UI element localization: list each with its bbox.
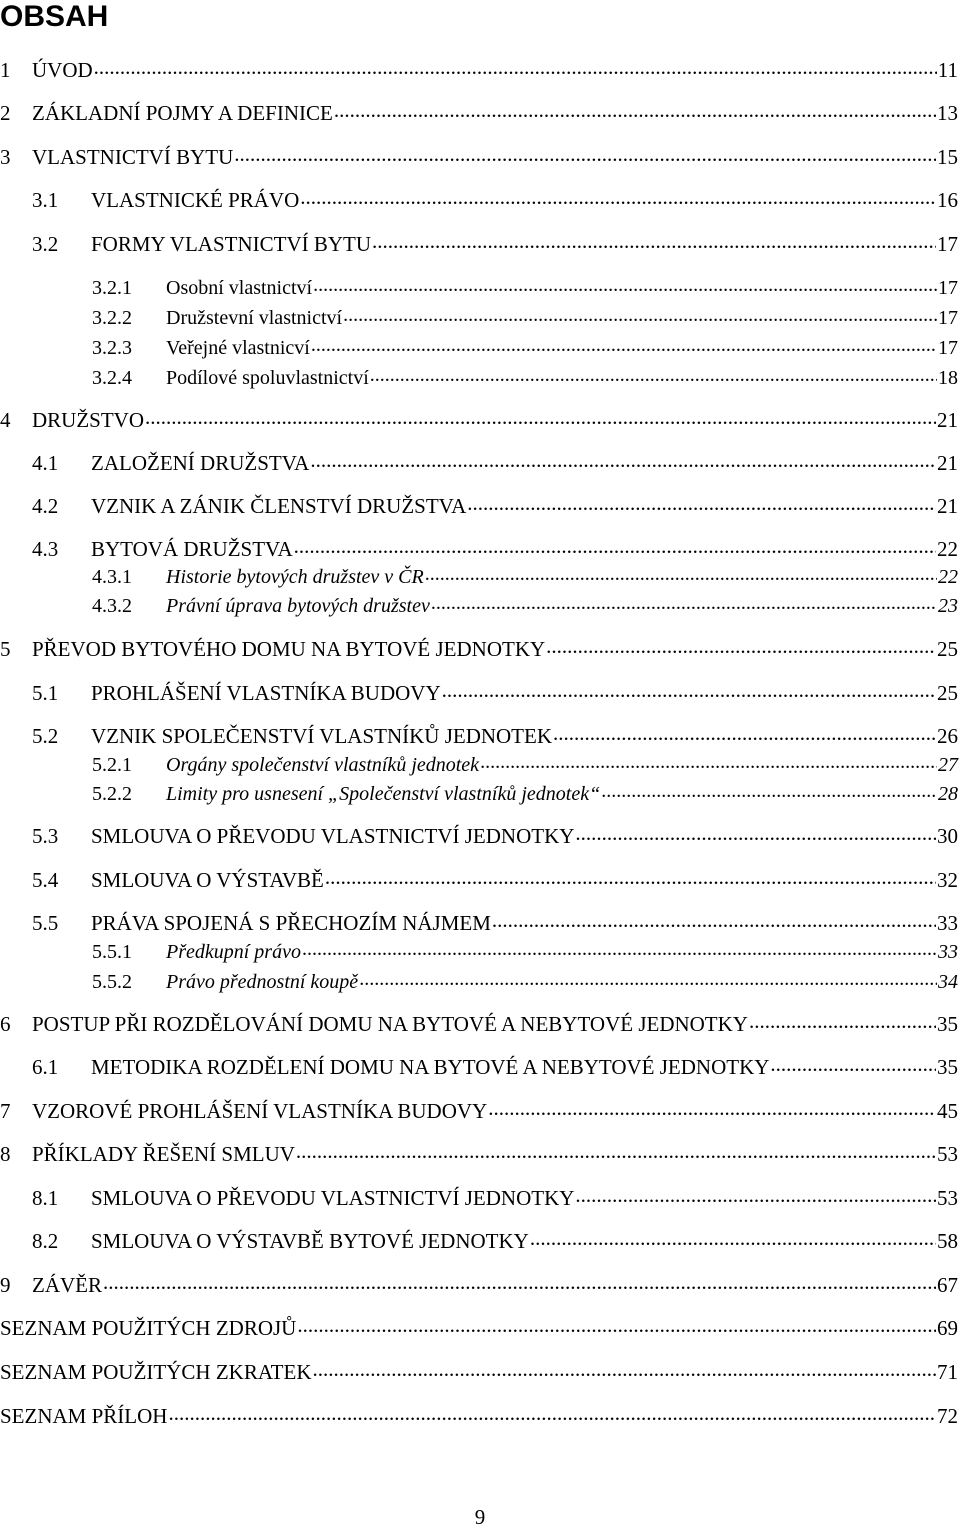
toc-entry-label: Veřejné vlastnicví <box>166 337 310 359</box>
toc-entry-label: Limity pro usnesení „Společenství vlastníků jednotek“ <box>166 783 601 805</box>
dot-leader <box>546 635 936 656</box>
toc-entry[interactable] <box>0 334 958 358</box>
toc-entry-page: 17 <box>938 337 958 359</box>
toc-entry-page: 71 <box>937 1360 958 1384</box>
toc-entry-page: 17 <box>938 277 958 299</box>
toc-entry[interactable] <box>0 1053 958 1079</box>
toc-entry-number: 5 <box>0 637 11 661</box>
toc-entry-page: 53 <box>937 1142 958 1166</box>
toc-entry-number: 3.2.2 <box>92 307 132 329</box>
dot-leader <box>313 1358 937 1379</box>
dot-leader <box>370 364 937 384</box>
toc-entry-page: 11 <box>937 58 958 82</box>
toc-entry-number: 6 <box>0 1012 11 1036</box>
toc-entry-label: SEZNAM PŘÍLOH <box>0 1404 168 1428</box>
toc-entry-number: 5.1 <box>32 681 59 705</box>
toc-entry-label: SEZNAM POUŽITÝCH ZDROJŮ <box>0 1316 297 1340</box>
dot-leader <box>480 751 937 771</box>
dot-leader <box>770 1053 936 1074</box>
toc-entry-number: 5.5.2 <box>92 971 132 993</box>
dot-leader <box>302 938 937 958</box>
toc-entry[interactable] <box>0 822 958 848</box>
dot-leader <box>296 1140 936 1161</box>
dot-leader <box>749 1010 936 1031</box>
toc-entry-page: 21 <box>937 451 958 475</box>
toc-entry-page: 35 <box>937 1012 958 1036</box>
toc-entry[interactable] <box>0 99 958 125</box>
toc-entry-number: 4.1 <box>32 451 59 475</box>
toc-entry[interactable] <box>0 535 958 561</box>
dot-leader <box>297 1314 936 1335</box>
dot-leader <box>325 866 936 887</box>
toc-entry[interactable] <box>0 230 958 256</box>
toc-entry[interactable] <box>0 1358 958 1384</box>
toc-entry[interactable] <box>0 186 958 212</box>
toc-entry-page: 25 <box>937 681 958 705</box>
toc-entry-number: 4 <box>0 408 11 432</box>
toc-entry-label: POSTUP PŘI ROZDĚLOVÁNÍ DOMU NA BYTOVÉ A NEBYTOVÉ JEDNOTKY <box>32 1012 748 1036</box>
toc-entry-number: 3 <box>0 145 11 169</box>
toc-entry-number: 5.4 <box>32 868 59 892</box>
toc-entry-page: 32 <box>937 868 958 892</box>
toc-entry-page: 35 <box>937 1055 958 1079</box>
toc-entry-number: 3.2 <box>32 232 59 256</box>
toc-entry[interactable] <box>0 909 958 935</box>
toc-entry-label: Právo přednostní koupě <box>166 971 359 993</box>
toc-entry-number: 1 <box>0 58 11 82</box>
toc-entry-number: 7 <box>0 1099 11 1123</box>
toc-entry-page: 27 <box>938 754 958 776</box>
dot-leader <box>601 780 937 800</box>
toc-entry[interactable] <box>0 1140 958 1166</box>
toc-entry-number: 5.5.1 <box>92 941 132 963</box>
dot-leader <box>467 492 936 513</box>
toc-entry[interactable] <box>0 722 958 748</box>
toc-entry-label: ÚVOD <box>32 58 93 82</box>
dot-leader <box>425 563 937 583</box>
toc-entry-label: SMLOUVA O PŘEVODU VLASTNICTVÍ JEDNOTKY <box>91 1186 575 1210</box>
dot-leader <box>334 99 936 120</box>
toc-entry-label: VLASTNICTVÍ BYTU <box>32 145 234 169</box>
toc-entry-page: 15 <box>937 145 958 169</box>
toc-entry-page: 17 <box>938 307 958 329</box>
dot-leader <box>145 406 936 427</box>
dot-leader <box>294 535 936 556</box>
toc-entry[interactable] <box>0 1271 958 1297</box>
toc-entry-page: 26 <box>937 724 958 748</box>
toc-entry-label: Předkupní právo <box>166 941 301 963</box>
toc-entry-number: 4.2 <box>32 494 59 518</box>
toc-entry-page: 53 <box>937 1186 958 1210</box>
toc-entry[interactable] <box>0 304 958 328</box>
toc-entry[interactable] <box>0 1010 958 1036</box>
toc-entry-number: 8.2 <box>32 1229 59 1253</box>
toc-entry[interactable] <box>0 866 958 892</box>
toc-entry[interactable] <box>0 1227 958 1253</box>
dot-leader <box>359 968 937 988</box>
dot-leader <box>575 822 936 843</box>
toc-entry[interactable] <box>0 563 958 587</box>
toc-entry-page: 25 <box>937 637 958 661</box>
toc-entry-page: 45 <box>937 1099 958 1123</box>
toc-entry-label: METODIKA ROZDĚLENÍ DOMU NA BYTOVÉ A NEBYTOVÉ JEDNOTKY <box>91 1055 770 1079</box>
toc-entry-page: 33 <box>938 941 958 963</box>
toc-entry-page: 72 <box>937 1404 958 1428</box>
toc-entry-label: ZALOŽENÍ DRUŽSTVA <box>91 451 310 475</box>
toc-entry[interactable] <box>0 938 958 962</box>
toc-entry-label: ZÁVĚR <box>32 1273 102 1297</box>
dot-leader <box>311 334 937 354</box>
toc-entry-page: 34 <box>938 971 958 993</box>
toc-entry-page: 33 <box>937 911 958 935</box>
toc-entry[interactable] <box>0 1402 958 1428</box>
toc-entry[interactable] <box>0 968 958 992</box>
toc-entry[interactable] <box>0 56 958 82</box>
toc-entry-label: PRÁVA SPOJENÁ S PŘECHOZÍM NÁJMEM <box>91 911 491 935</box>
toc-entry-label: Podílové spoluvlastnictví <box>166 367 369 389</box>
toc-entry-label: BYTOVÁ DRUŽSTVA <box>91 537 293 561</box>
toc-entry-page: 21 <box>937 494 958 518</box>
dot-leader <box>313 274 937 294</box>
toc-entry[interactable] <box>0 449 958 475</box>
toc-entry-label: SEZNAM POUŽITÝCH ZKRATEK <box>0 1360 312 1384</box>
toc-entry-page: 13 <box>937 101 958 125</box>
dot-leader <box>310 449 936 470</box>
page-number: 9 <box>474 1505 486 1529</box>
toc-entry[interactable] <box>0 364 958 388</box>
toc-entry-page: 58 <box>937 1229 958 1253</box>
dot-leader <box>94 56 937 77</box>
toc-entry-page: 16 <box>937 188 958 212</box>
toc-entry-label: ZÁKLADNÍ POJMY A DEFINICE <box>32 101 333 125</box>
dot-leader <box>492 909 936 930</box>
toc-entry[interactable] <box>0 780 958 804</box>
dot-leader <box>343 304 937 324</box>
toc-entry[interactable] <box>0 492 958 518</box>
toc-entry-label: VZNIK A ZÁNIK ČLENSTVÍ DRUŽSTVA <box>91 494 467 518</box>
toc-entry-label: Právní úprava bytových družstev <box>166 595 430 617</box>
dot-leader <box>442 679 936 700</box>
toc-entry-label: Osobní vlastnictví <box>166 277 313 299</box>
toc-entry-page: 22 <box>938 566 958 588</box>
toc-entry[interactable] <box>0 1097 958 1123</box>
toc-entry-number: 5.2.2 <box>92 783 132 805</box>
toc-entry[interactable] <box>0 274 958 298</box>
dot-leader <box>168 1402 936 1423</box>
toc-entry[interactable] <box>0 635 958 661</box>
toc-entry-page: 30 <box>937 824 958 848</box>
dot-leader <box>300 186 936 207</box>
toc-entry-label: DRUŽSTVO <box>32 408 145 432</box>
toc-entry-number: 9 <box>0 1273 11 1297</box>
dot-leader <box>488 1097 936 1118</box>
toc-entry-label: Historie bytových družstev v ČR <box>166 566 424 588</box>
toc-entry-label: Orgány společenství vlastníků jednotek <box>166 754 480 776</box>
toc-entry-number: 5.2 <box>32 724 59 748</box>
toc-entry-number: 8.1 <box>32 1186 59 1210</box>
toc-entry-number: 6.1 <box>32 1055 59 1079</box>
dot-leader <box>575 1184 936 1205</box>
toc-entry-label: PŘEVOD BYTOVÉHO DOMU NA BYTOVÉ JEDNOTKY <box>32 637 546 661</box>
toc-entry-number: 4.3 <box>32 537 59 561</box>
toc-entry-number: 3.2.3 <box>92 337 132 359</box>
toc-entry-page: 22 <box>937 537 958 561</box>
toc-entry-number: 3.2.4 <box>92 367 132 389</box>
toc-entry[interactable] <box>0 679 958 705</box>
toc-entry-page: 18 <box>938 367 958 389</box>
toc-entry-label: VLASTNICKÉ PRÁVO <box>91 188 300 212</box>
dot-leader <box>234 143 936 164</box>
toc-entry-number: 5.2.1 <box>92 754 132 776</box>
toc-entry[interactable] <box>0 1314 958 1340</box>
toc-entry-number: 5.3 <box>32 824 59 848</box>
toc-entry-page: 67 <box>937 1273 958 1297</box>
toc-entry-page: 69 <box>937 1316 958 1340</box>
toc-entry-label: VZOROVÉ PROHLÁŠENÍ VLASTNÍKA BUDOVY <box>32 1099 488 1123</box>
toc-entry-label: PŘÍKLADY ŘEŠENÍ SMLUV <box>32 1142 295 1166</box>
toc-entry-page: 28 <box>938 783 958 805</box>
toc-entry-number: 8 <box>0 1142 11 1166</box>
toc-entry[interactable] <box>0 1184 958 1210</box>
dot-leader <box>530 1227 936 1248</box>
toc-entry-label: SMLOUVA O PŘEVODU VLASTNICTVÍ JEDNOTKY <box>91 824 575 848</box>
dot-leader <box>553 722 936 743</box>
toc-entry-number: 5.5 <box>32 911 59 935</box>
toc-title: OBSAH <box>0 0 109 33</box>
dot-leader <box>431 592 937 612</box>
toc-entry-page: 23 <box>938 595 958 617</box>
toc-entry[interactable] <box>0 751 958 775</box>
toc-entry-label: SMLOUVA O VÝSTAVBĚ <box>91 868 324 892</box>
toc-entry-number: 3.1 <box>32 188 59 212</box>
toc-entry[interactable] <box>0 143 958 169</box>
toc-entry-label: SMLOUVA O VÝSTAVBĚ BYTOVÉ JEDNOTKY <box>91 1229 529 1253</box>
toc-entry-label: FORMY VLASTNICTVÍ BYTU <box>91 232 372 256</box>
toc-entry-number: 3.2.1 <box>92 277 132 299</box>
dot-leader <box>103 1271 936 1292</box>
toc-entry-label: PROHLÁŠENÍ VLASTNÍKA BUDOVY <box>91 681 441 705</box>
toc-entry[interactable] <box>0 592 958 616</box>
toc-entry-label: Družstevní vlastnictví <box>166 307 343 329</box>
toc-entry-label: VZNIK SPOLEČENSTVÍ VLASTNÍKŮ JEDNOTEK <box>91 724 553 748</box>
toc-entry-number: 4.3.2 <box>92 595 132 617</box>
toc-entry-number: 2 <box>0 101 11 125</box>
toc-entry-page: 21 <box>937 408 958 432</box>
toc-entry[interactable] <box>0 406 958 432</box>
toc-entry-number: 4.3.1 <box>92 566 132 588</box>
dot-leader <box>372 230 936 251</box>
toc-entry-page: 17 <box>937 232 958 256</box>
